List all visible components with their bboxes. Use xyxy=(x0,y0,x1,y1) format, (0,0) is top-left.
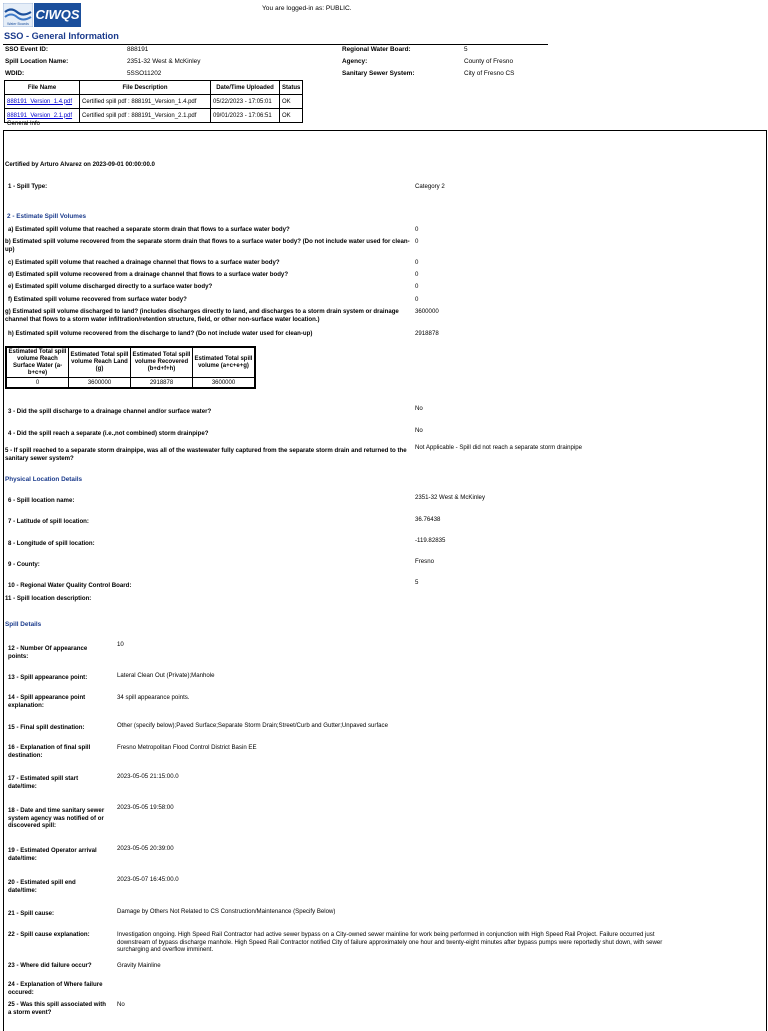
est-header-total: Estimated Total spill volume (a+c+e+g) xyxy=(193,347,256,378)
detail-20-label: 20 - Estimated spill end date/time: xyxy=(8,879,76,894)
vol-f-value: 0 xyxy=(415,296,419,303)
detail-22-label: 22 - Spill cause explanation: xyxy=(8,931,90,938)
ciwqs-logo[interactable]: CIWQS xyxy=(34,3,81,27)
detail-16-value: Fresno Metropolitan Flood Control District Basin EE xyxy=(117,744,257,751)
phys-6-value: 2351-32 West & McKinley xyxy=(415,494,485,501)
sso-event-id-label: SSO Event ID: xyxy=(5,46,48,53)
file-description: Certified spill pdf : 888191_Version_2.1.pdf xyxy=(80,109,211,123)
phys-6-label: 6 - Spill location name: xyxy=(8,497,75,504)
phys-9-value: Fresno xyxy=(415,558,434,565)
spill-location-value: 2351-32 West & McKinley xyxy=(127,58,201,65)
file-date: 05/22/2023 - 17:05:01 xyxy=(211,95,280,109)
detail-17-value: 2023-05-05 21:15:00.0 xyxy=(117,773,179,780)
title-divider xyxy=(3,44,548,45)
wdid-label: WDID: xyxy=(5,70,25,77)
detail-21-value: Damage by Others Not Related to CS Construction/Maintenance (Specify Below) xyxy=(117,908,336,915)
logo-sub-text: Water Boards xyxy=(7,22,29,26)
vol-b-value: 0 xyxy=(415,238,419,245)
detail-15-label: 15 - Final spill destination: xyxy=(8,724,85,731)
vol-g-label: g) Estimated spill volume discharged to land? (includes discharges directly to land, and discharges to a storm drain system or drainage channel that flows to a storm water infiltration/retention structure, field, or other non-surface water location.) xyxy=(5,308,399,323)
vol-a-label: a) Estimated spill volume that reached a separate storm drain that flows to a surface water body? xyxy=(8,226,290,233)
detail-15-value: Other (specify below);Paved Surface;Separate Storm Drain;Street/Curb and Gutter;Unpaved surface xyxy=(117,722,388,729)
detail-20-value: 2023-05-07 16:45:00.0 xyxy=(117,876,179,883)
table-row xyxy=(5,95,303,109)
file-link[interactable]: 888191_Version_2.1.pdf xyxy=(7,112,73,119)
col-file-name: File Name xyxy=(5,81,80,95)
regional-board-value: 5 xyxy=(464,46,468,53)
section-physical-location: Physical Location Details xyxy=(5,476,83,483)
detail-14-label: 14 - Spill appearance point explanation: xyxy=(8,694,86,709)
sewer-system-value: City of Fresno CS xyxy=(464,70,515,77)
vol-h-label: h) Estimated spill volume recovered from the discharge to land? (Do not include water used for clean-up) xyxy=(8,330,313,337)
page-title: SSO - General Information xyxy=(4,31,119,41)
detail-22-value: Investigation ongoing. High Speed Rail Contractor had active sewer bypass on a City-owned sewer mainline for work being performed in conjunction with High Speed Rail Project. Failure occurred just downstream of bypass discharge manhole. High Speed Rail Contractor notified City of failure approximately one hour and twenty-eight minutes after bypass pumps were reportedly shut down, with sewer surcharging and overflow imminent. xyxy=(117,931,663,954)
detail-13-value: Lateral Clean Out (Private);Manhole xyxy=(117,672,215,679)
spill-location-label: Spill Location Name: xyxy=(5,58,69,65)
col-file-description: File Description xyxy=(80,81,211,95)
spill-type-label: 1 - Spill Type: xyxy=(8,183,48,190)
vol-c-label: c) Estimated spill volume that reached a drainage channel that flows to a surface water body? xyxy=(8,259,280,266)
est-total-value: 3600000 xyxy=(193,378,256,389)
est-land-value: 3600000 xyxy=(69,378,131,389)
detail-18-value: 2023-05-05 19:58:00 xyxy=(117,804,174,811)
detail-25-value: No xyxy=(117,1001,125,1008)
vol-d-value: 0 xyxy=(415,271,419,278)
file-date: 09/01/2023 - 17:06:51 xyxy=(211,109,280,123)
table-row xyxy=(6,378,255,389)
vol-f-label: f) Estimated spill volume recovered from surface water body? xyxy=(8,296,187,303)
vol-a-value: 0 xyxy=(415,226,419,233)
detail-17-label: 17 - Estimated spill start date/time: xyxy=(8,775,79,790)
est-header-recovered: Estimated Total spill volume Recovered (b+d+f+h) xyxy=(131,347,193,378)
section-spill-details: Spill Details xyxy=(5,621,42,628)
vol-g-value: 3600000 xyxy=(415,308,439,315)
certified-line: Certified by Arturo Alvarez on 2023-09-01 00:00:00.0 xyxy=(5,161,155,168)
detail-13-label: 13 - Spill appearance point: xyxy=(8,674,88,681)
q4-value: No xyxy=(415,427,423,434)
phys-9-label: 9 - County: xyxy=(8,561,40,568)
q3-value: No xyxy=(415,405,423,412)
logged-in-status: You are logged-in as: PUBLIC. xyxy=(262,5,352,12)
vol-c-value: 0 xyxy=(415,259,419,266)
detail-14-value: 34 spill appearance points. xyxy=(117,694,190,701)
file-description: Certified spill pdf : 888191_Version_1.4.pdf xyxy=(80,95,211,109)
col-date-uploaded: Date/Time Uploaded xyxy=(211,81,280,95)
file-status: OK xyxy=(280,95,303,109)
wdid-value: 5SSO11202 xyxy=(127,70,162,77)
phys-10-label: 10 - Regional Water Quality Control Board: xyxy=(8,582,132,589)
table-row xyxy=(5,109,303,123)
est-surface-water-value: 0 xyxy=(6,378,69,389)
phys-7-value: 36.76438 xyxy=(415,516,441,523)
regional-board-label: Regional Water Board: xyxy=(342,46,411,53)
detail-18-label: 18 - Date and time sanitary sewer system agency was notified of or discovered spill: xyxy=(8,807,105,830)
logo-wave-icon xyxy=(3,3,33,27)
detail-24-label: 24 - Explanation of Where failure occured: xyxy=(8,981,103,996)
section-estimate-volumes: 2 - Estimate Spill Volumes xyxy=(7,213,87,220)
detail-12-label: 12 - Number Of appearance points: xyxy=(8,645,88,660)
vol-h-value: 2918878 xyxy=(415,330,439,337)
estimated-totals-table xyxy=(5,346,256,389)
q4-label: 4 - Did the spill reach a separate (i.e.,not combined) storm drainpipe? xyxy=(8,430,209,437)
phys-7-label: 7 - Latitude of spill location: xyxy=(8,518,89,525)
q3-label: 3 - Did the spill discharge to a drainage channel and/or surface water? xyxy=(8,408,212,415)
detail-16-label: 16 - Explanation of final spill destination: xyxy=(8,744,91,759)
q5-value: Not Applicable - Spill did not reach a separate storm drainpipe xyxy=(415,444,582,451)
spill-type-value: Category 2 xyxy=(415,183,445,190)
est-header-surface-water: Estimated Total spill volume Reach Surface Water (a-b+c+e) xyxy=(6,347,69,378)
col-status: Status xyxy=(280,81,303,95)
vol-b-label: b) Estimated spill volume recovered from the separate storm drain that flows to a surface water body? (Do not include water used for clean-up) xyxy=(5,238,410,253)
detail-19-label: 19 - Estimated Operator arrival date/time: xyxy=(8,847,97,862)
est-header-land: Estimated Total spill volume Reach Land (g) xyxy=(69,347,131,378)
file-status: OK xyxy=(280,109,303,123)
sso-event-id-value: 888191 xyxy=(127,46,149,53)
detail-23-label: 23 - Where did failure occur? xyxy=(8,962,92,969)
detail-25-label: 25 - Was this spill associated with a storm event? xyxy=(8,1001,106,1016)
detail-19-value: 2023-05-05 20:39:00 xyxy=(117,845,174,852)
detail-23-value: Gravity Mainline xyxy=(117,962,161,969)
detail-21-label: 21 - Spill cause: xyxy=(8,910,55,917)
files-table xyxy=(4,80,303,123)
agency-value: County of Fresno xyxy=(464,58,514,65)
phys-11-label: 11 - Spill location description: xyxy=(5,595,92,602)
vol-d-label: d) Estimated spill volume recovered from a drainage channel that flows to a surface water body? xyxy=(8,271,289,278)
sewer-system-label: Sanitary Sewer System: xyxy=(342,70,415,77)
phys-8-label: 8 - Longitude of spill location: xyxy=(8,540,95,547)
file-link[interactable]: 888191_Version_1.4.pdf xyxy=(7,98,73,105)
vol-e-value: 0 xyxy=(415,283,419,290)
vol-e-label: e) Estimated spill volume discharged directly to a surface water body? xyxy=(8,283,213,290)
agency-label: Agency: xyxy=(342,58,368,65)
detail-12-value: 10 xyxy=(117,641,124,648)
q5-label: 5 - If spill reached to a separate storm drainpipe, was all of the wastewater fully captured from the separate storm drain and returned to the sanitary sewer system? xyxy=(5,447,407,462)
est-recovered-value: 2918878 xyxy=(131,378,193,389)
phys-8-value: -119.82835 xyxy=(415,537,446,544)
phys-10-value: 5 xyxy=(415,579,419,586)
tab-general-info[interactable]: General Info xyxy=(7,121,41,127)
